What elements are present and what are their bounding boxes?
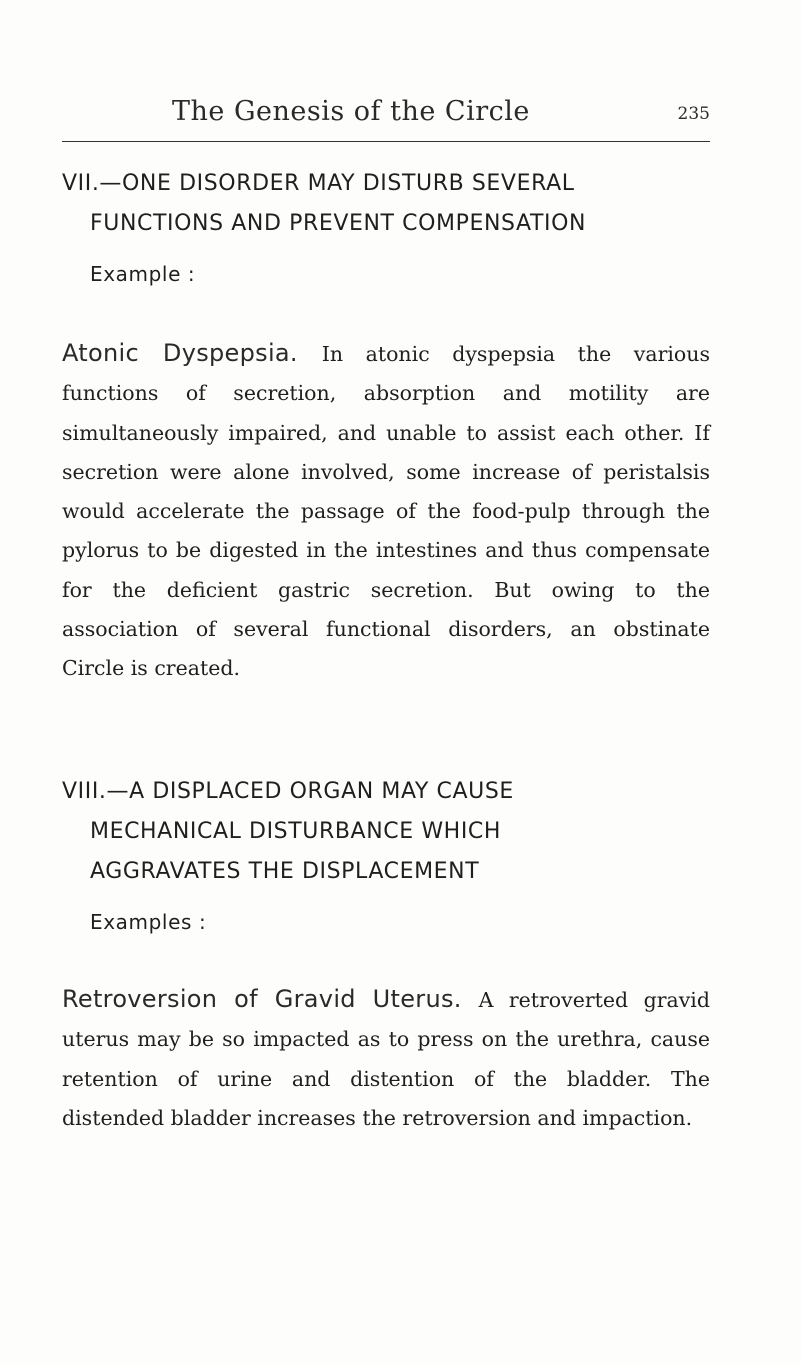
section-viii-lead-title: Retroversion of Gravid Uterus.: [62, 985, 479, 1013]
section-vii-heading-line2: FUNCTIONS AND PREVENT COMPENSATION: [90, 211, 587, 236]
header-rule: [62, 141, 710, 142]
section-vii-body: In atonic dyspepsia the various functions of secretion, absorption and motility are simultaneously impaired, and unable to assist each other. If secretion were alone involved, some increase of peristalsis would accelerate the passage of the food-pulp through the pylorus to be digested in the intestines and thus compensate for the deficient gastric secretion. But owing to the association of several functional disorders, an obstinate Circle is created.: [62, 342, 710, 681]
section-viii-example-label: Examples :: [90, 910, 207, 934]
section-viii-heading-line2: MECHANICAL DISTURBANCE WHICH: [90, 819, 502, 844]
section-viii-heading: [62, 772, 514, 892]
running-head: [62, 96, 710, 146]
page-number: 235: [677, 104, 710, 124]
section-viii-body: A retroverted gravid uterus may be so impacted as to press on the urethra, cause retention of urine and distention of the bladder. The distended bladder increases the retroversion and impaction.: [62, 988, 710, 1130]
section-vii-paragraph: [62, 334, 710, 689]
section-vii-example-label: Example :: [90, 262, 196, 286]
running-title: The Genesis of the Circle: [172, 96, 530, 127]
section-vii-heading: [62, 164, 586, 244]
section-vii-heading-line1: VII.—ONE DISORDER MAY DISTURB SEVERAL: [62, 171, 575, 196]
section-viii-paragraph: [62, 980, 710, 1138]
section-vii-lead-title: Atonic Dyspepsia.: [62, 339, 322, 367]
section-viii-heading-line3: AGGRAVATES THE DISPLACEMENT: [90, 859, 480, 884]
section-viii-heading-line1: VIII.—A DISPLACED ORGAN MAY CAUSE: [62, 779, 514, 804]
